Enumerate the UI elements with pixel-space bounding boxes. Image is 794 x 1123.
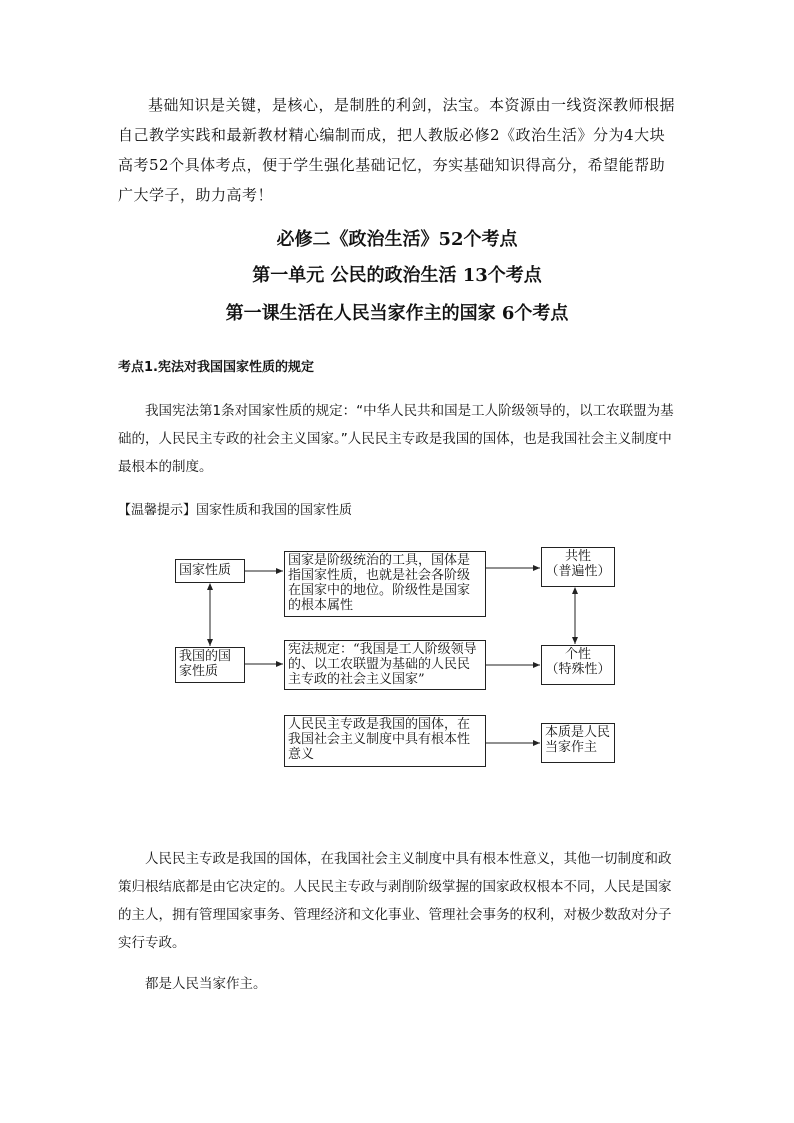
box-definition: 国家是阶级统治的工具，国体是指国家性质，也就是社会各阶级在国家中的地位。阶级性是国家的根本属性 — [284, 551, 486, 617]
tip-heading: 【温馨提示】国家性质和我国的国家性质 — [118, 503, 353, 518]
unit-title: 第一单元 公民的政治生活 13个考点 — [252, 265, 542, 286]
commonality-sub: （普遍性） — [545, 564, 611, 579]
lesson-title: 第一课生活在人民当家作主的国家 6个考点 — [225, 303, 569, 324]
box-commonality — [541, 547, 615, 587]
commonality-label: 共性 — [564, 549, 591, 564]
box-people-democracy: 人民民主专政是我国的国体，在我国社会主义制度中具有根本性意义 — [284, 715, 486, 767]
body-paragraph-2: 都是人民当家作主。 — [145, 976, 267, 992]
individuality-label: 个性 — [564, 647, 591, 662]
box-our-nature: 我国的国家性质 — [175, 647, 245, 683]
kaodian-title: 考点1.宪法对我国国家性质的规定 — [118, 360, 314, 375]
box-national-nature: 国家性质 — [175, 559, 245, 583]
body-paragraph-1: 人民民主专政是我国的国体，在我国社会主义制度中具有根本性意义，其他一切制度和政策归根结底都是由它决定的。人民民主专政与剥削阶级掌握的国家政权根本不同，人民是国家的主人，拥有管理国家事务、管理经济和文化事业、管理社会事务的权利，对极少数敌对分子实行专政。 — [118, 851, 672, 951]
kaodian-paragraph: 我国宪法第1条对国家性质的规定：“中华人民共和国是工人阶级领导的，以工农联盟为基础的，人民民主专政的社会主义国家。”人民民主专政是我国的国体，也是我国社会主义制度中最根本的制度。 — [118, 403, 674, 475]
book-title: 必修二《政治生活》52个考点 — [276, 229, 518, 250]
box-individuality — [541, 645, 615, 685]
individuality-sub: （特殊性） — [545, 662, 611, 677]
box-constitution: 宪法规定：“我国是工人阶级领导的、以工农联盟为基础的人民民主专政的社会主义国家” — [284, 640, 486, 690]
intro-paragraph: 基础知识是关键，是核心，是制胜的利剑，法宝。本资源由一线资深教师根据自己教学实践和最新教材精心编制而成，把人教版必修2《政治生活》分为4大块高考52个具体考点，便于学生强化基础记忆，夯实基础知识得高分，希望能帮助广大学子，助力高考！ — [118, 96, 676, 204]
box-essence: 本质是人民当家作主 — [541, 723, 615, 763]
